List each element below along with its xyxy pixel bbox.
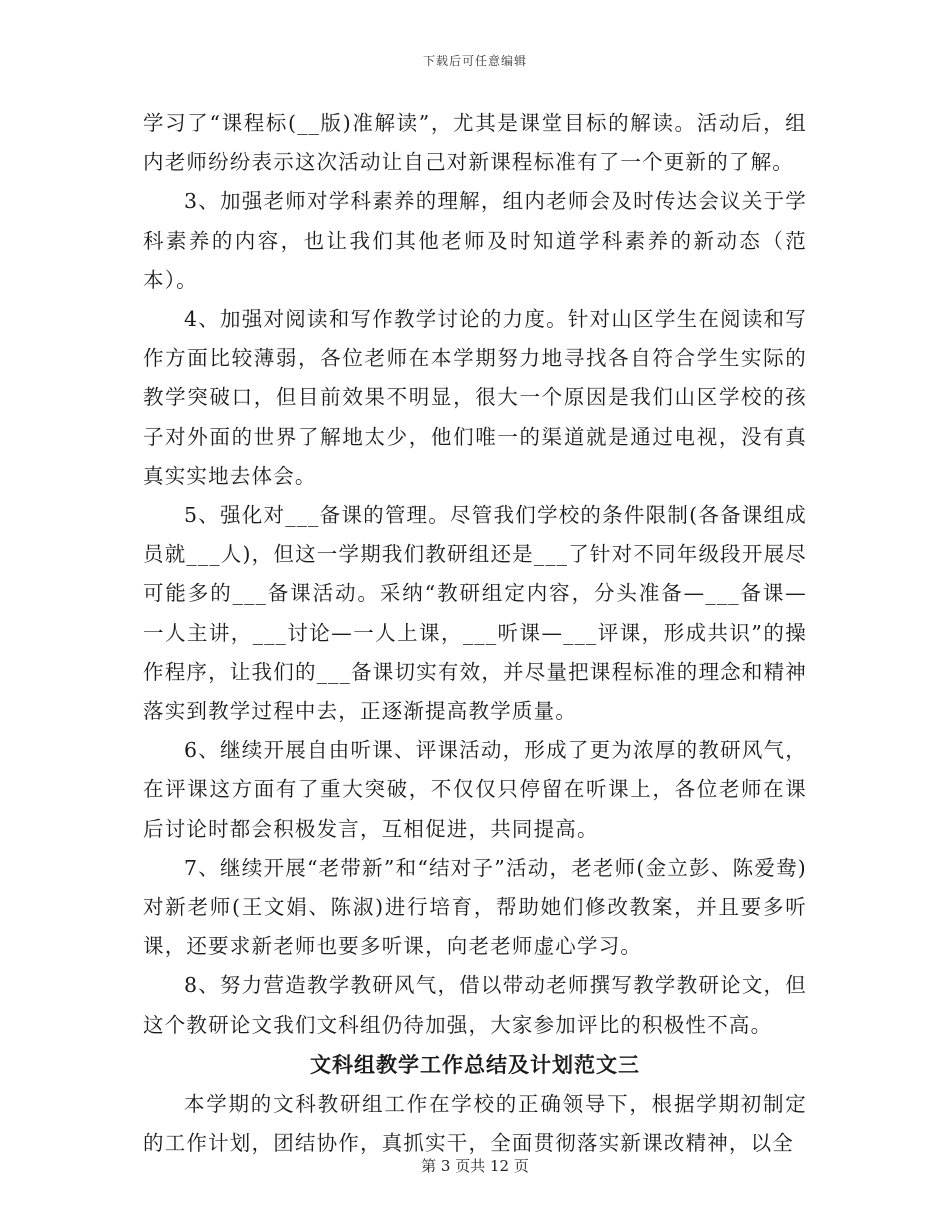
paragraph-item-6: 6、继续开展自由听课、评课活动，形成了更为浓厚的教研风气，在评课这方面有了重大突破，不仅仅只停留在听课上，各位老师在课后讨论时都会积极发言，互相促进，共同提高。 bbox=[143, 738, 807, 841]
page-number: 第 3 页共 12 页 bbox=[421, 1157, 529, 1175]
paragraph-item-8: 8、努力营造教学教研风气，借以带动老师撰写教学教研论文，但这个教研论文我们文科组仍待加强，大家参加评比的积极性不高。 bbox=[143, 973, 807, 1037]
paragraph-item-5: 5、强化对___备课的管理。尽管我们学校的条件限制(各备课组成员就___人)，但这一学期我们教研组还是___了针对不同年级段开展尽可能多的___备课活动。采纳“教研组定内容，分头准备—___备课—一人主讲，___讨论—一人上课，___听课—___评课，形成共识”的操作程序，让我们的___备课切实有效，并尽量把课程标准的理念和精神落实到教学过程中去，正逐渐提高教学质量。 bbox=[143, 503, 807, 724]
document-body bbox=[143, 104, 807, 1163]
section-title: 文科组教学工作总结及计划范文三 bbox=[310, 1051, 640, 1077]
paragraph-continued: 学习了“课程标(__版)准解读”，尤其是课堂目标的解读。活动后，组内老师纷纷表示这次活动让自己对新课程标准有了一个更新的了解。 bbox=[143, 111, 807, 175]
paragraph-item-7: 7、继续开展“老带新”和“结对子”活动，老老师(金立彭、陈爱鸯)对新老师(王文娟、陈淑)进行培育，帮助她们修改教案，并且要多听课，还要求新老师也要多听课，向老老师虚心学习。 bbox=[143, 855, 807, 959]
paragraph-item-4: 4、加强对阅读和写作教学讨论的力度。针对山区学生在阅读和写作方面比较薄弱，各位老师在本学期努力地寻找各自符合学生实际的教学突破口，但目前效果不明显，很大一个原因是我们山区学校的孩子对外面的世界了解地太少，他们唯一的渠道就是通过电视，没有真真实实地去体会。 bbox=[143, 307, 807, 488]
section-intro-paragraph: 本学期的文科教研组工作在学校的正确领导下，根据学期初制定的工作计划，团结协作，真抓实干，全面贯彻落实新课改精神，以全 bbox=[143, 1091, 807, 1156]
page-header-note: 下载后可任意编辑 bbox=[422, 54, 527, 68]
paragraph-item-3: 3、加强老师对学科素养的理解，组内老师会及时传达会议关于学科素养的内容，也让我们其他老师及时知道学科素养的新动态（范本）。 bbox=[143, 189, 807, 292]
